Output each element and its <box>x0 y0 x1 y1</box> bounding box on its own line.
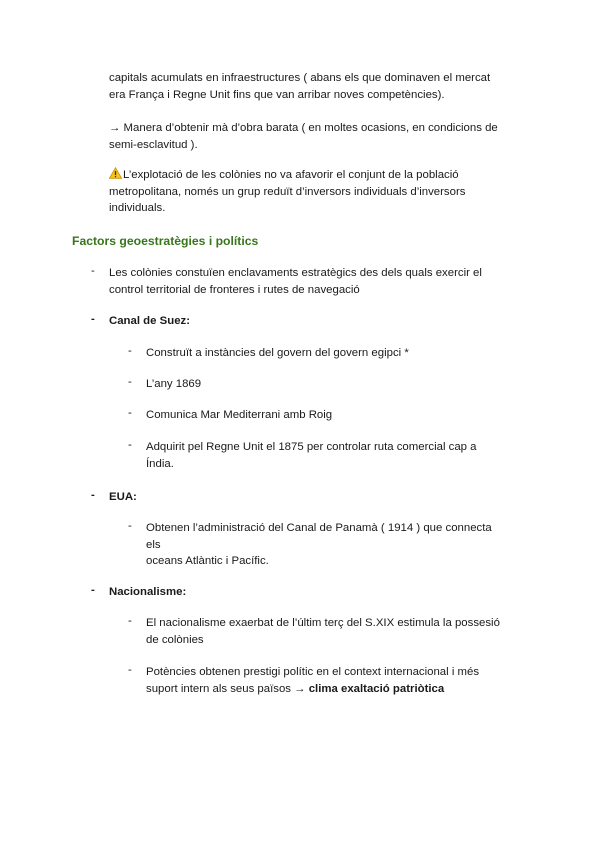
list-item-enclaves <box>109 265 482 298</box>
text-line: Índia. <box>146 457 174 470</box>
bullet-dash: - <box>128 615 132 627</box>
list-item-suez-title: Canal de Suez: <box>109 315 191 327</box>
bullet-dash: - <box>128 520 132 532</box>
list-item-nationalism-exacerbated <box>146 615 500 648</box>
bullet-dash: - <box>128 376 132 388</box>
text-line: individuals. <box>109 202 166 214</box>
list-item-suez-year: L’any 1869 <box>146 378 202 390</box>
text-line: Potències obtenen prestigi polític en el context internacional i més <box>146 666 480 678</box>
list-item-suez-acquired <box>146 439 477 472</box>
bullet-dash: - <box>128 407 132 419</box>
text-line: oceans Atlàntic i Pacífic. <box>146 555 269 567</box>
bullet-dash: - <box>91 265 95 277</box>
bullet-dash: - <box>91 489 95 501</box>
text-line: control territorial de fronteres i rutes de navegació <box>109 283 360 296</box>
text-line: els <box>146 538 161 551</box>
bullet-dash: - <box>128 664 132 676</box>
text-line: capitals acumulats en infraestructures ( abans els que dominaven el mercat <box>109 72 491 84</box>
bullet-dash: - <box>91 584 95 596</box>
paragraph-exploitation <box>109 167 465 217</box>
list-item-suez-built: Construït a instàncies del govern del govern egipci * <box>146 347 409 359</box>
bullet-dash: - <box>128 439 132 451</box>
text-line: El nacionalisme exaerbat de l’últim terç del S.XIX estimula la possesió <box>146 617 500 629</box>
text-line: Adquirit pel Regne Unit el 1875 per controlar ruta comercial cap a <box>146 441 477 453</box>
bullet-dash: - <box>128 345 132 357</box>
text-line: suport intern als seus països → clima exaltació patriòtica <box>146 682 445 695</box>
warning-icon <box>109 167 122 179</box>
text-line: Obtenen l’administració del Canal de Panamà ( 1914 ) que connecta <box>146 522 492 534</box>
bullet-dash: - <box>91 313 95 325</box>
text-line: metropolitana, només un grup reduït d’inversors individuals d’inversors <box>109 185 466 198</box>
text-line: → Manera d’obtenir mà d’obra barata ( en moltes ocasions, en condicions de <box>109 122 498 134</box>
list-item-eua-title: EUA: <box>109 491 137 503</box>
paragraph-capitals <box>109 70 490 103</box>
list-item-eua-panama <box>146 520 492 570</box>
text-line: semi-esclavitud ). <box>109 138 198 151</box>
emphasis-text: clima exaltació patriòtica <box>308 682 445 695</box>
text-line: era França i Regne Unit fins que van arribar noves competències). <box>109 88 445 101</box>
list-item-nationalism-prestige <box>146 664 479 697</box>
paragraph-labor <box>109 120 498 153</box>
text-line: de colònies <box>146 633 204 646</box>
text-line: Les colònies constuïen enclavaments estratègics des dels quals exercir el <box>109 267 482 279</box>
text-line: L’explotació de les colònies no va afavorir el conjunt de la població <box>109 167 465 184</box>
list-item-suez-connects: Comunica Mar Mediterrani amb Roig <box>146 409 333 421</box>
section-heading: Factors geoestratègies i polítics <box>72 234 259 248</box>
list-item-nationalism-title: Nacionalisme: <box>109 586 187 598</box>
